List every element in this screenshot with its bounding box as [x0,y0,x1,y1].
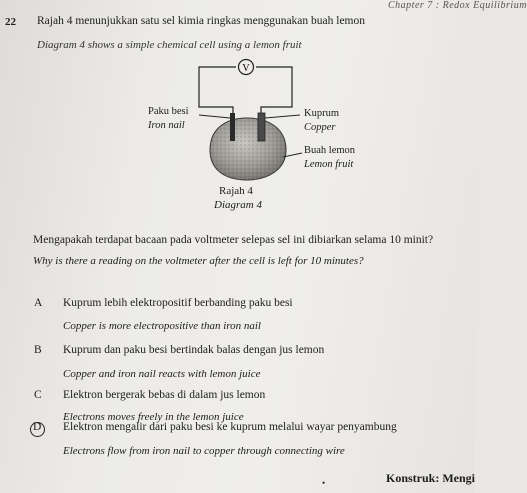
option-b-letter[interactable]: B [34,344,42,356]
construct-label: Konstruk: Mengi [385,471,475,485]
copper-plate [258,113,265,141]
question-number: 22 [5,16,16,28]
option-b-text-english[interactable]: Copper and iron nail reacts with lemon juice [63,368,261,380]
diagram-caption-english: Diagram 4 [214,199,262,211]
lemon-label-malay: Buah lemon [304,145,356,156]
option-d-letter[interactable]: D [33,421,42,433]
prompt-text-malay: Mengapakah terdapat bacaan pada voltmeter selepas sel ini dibiarkan selama 10 minit? [33,234,434,246]
svg-text:V: V [242,63,250,74]
option-c-text-english[interactable]: Electrons moves freely in the lemon juice [63,411,244,423]
copper-leader-line [265,115,300,118]
option-a-letter[interactable]: A [34,297,43,309]
option-c-text-malay[interactable]: Elektron bergerak bebas di dalam jus lemon [63,389,266,401]
iron-leader-line [199,115,230,118]
iron-nail-label-english: Iron nail [148,120,185,131]
option-d-text-malay[interactable]: Elektron mengalir dari paku besi ke kuprum melalui wayar penyambung [63,421,397,433]
iron-nail-label-malay: Paku besi [148,106,189,117]
option-b-text-malay[interactable]: Kuprum dan paku besi bertindak balas dengan jus lemon [63,344,325,356]
copper-label-malay: Kuprum [304,108,339,119]
option-a-text-english[interactable]: Copper is more electropositive than iron nail [63,320,261,332]
chapter-header: Chapter 7 : Redox Equilibrium [388,0,527,11]
copper-label-english: Copper [304,122,336,133]
option-c-letter[interactable]: C [34,389,42,401]
lemon-label-english: Lemon fruit [304,159,354,170]
prompt-text-english: Why is there a reading on the voltmeter after the cell is left for 10 minutes? [33,255,364,267]
option-a-text-malay[interactable]: Kuprum lebih elektropositif berbanding paku besi [63,297,293,309]
option-d-text-english[interactable]: Electrons flow from iron nail to copper through connecting wire [63,445,345,457]
question-text-malay: Rajah 4 menunjukkan satu sel kimia ringkas menggunakan buah lemon [37,15,365,27]
iron-nail [230,113,235,141]
voltmeter-icon [239,60,254,75]
stray-dot: • [322,478,326,488]
diagram-caption-malay: Rajah 4 [219,185,253,197]
question-text-english: Diagram 4 shows a simple chemical cell using a lemon fruit [37,39,302,51]
